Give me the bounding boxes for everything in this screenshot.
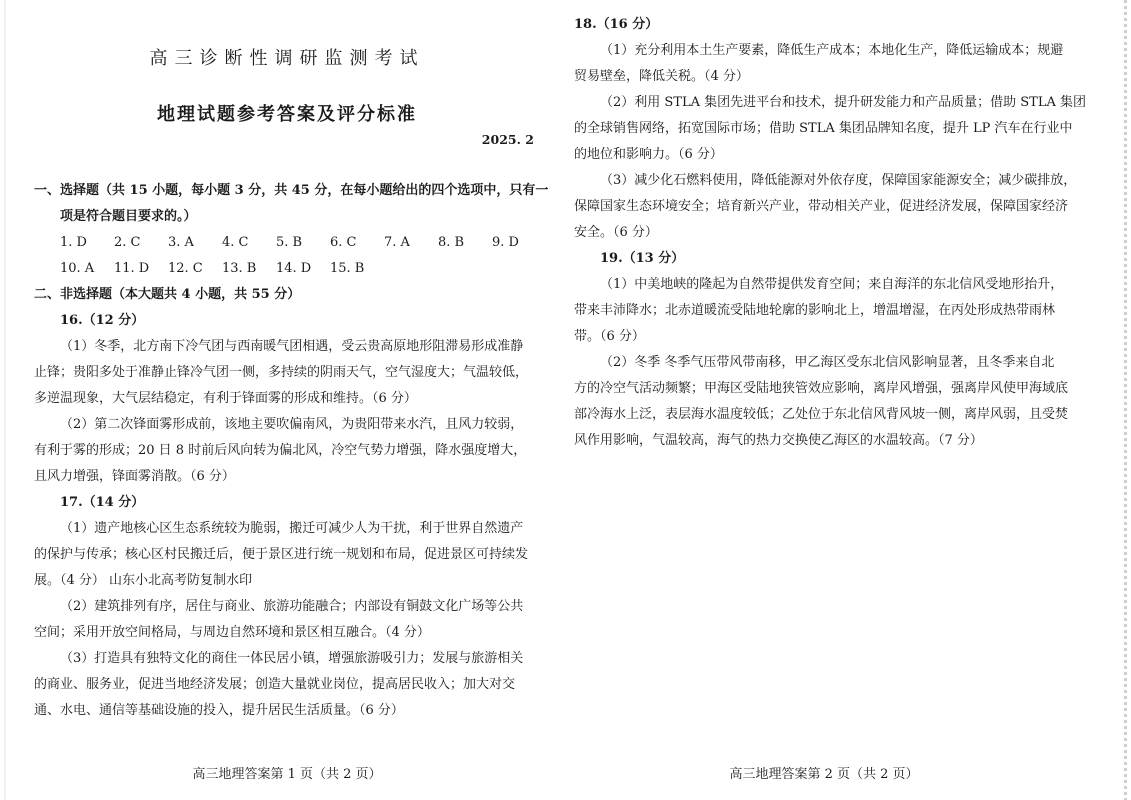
answer-item: 7. A	[384, 235, 410, 250]
q19-part1-line: （1）中美地峡的隆起为自然带提供发育空间；来自海洋的东北信风受地形抬升，	[600, 277, 1064, 292]
q18-part2-line: （2）利用 STLA 集团先进平台和技术，提升研发能力和产品质量；借助 STLA 集团	[600, 95, 1086, 110]
document-subtitle: 地理试题参考答案及评分标准	[157, 104, 417, 125]
answer-item: 10. A	[60, 261, 95, 276]
q18-heading: 18.（16 分）	[574, 17, 659, 32]
page-footer: 高三地理答案第 2 页（共 2 页）	[729, 767, 919, 782]
section1-heading: 一、选择题（共 15 小题，每小题 3 分，共 45 分，在每小题给出的四个选项中，只有一	[34, 183, 549, 198]
answer-item: 13. B	[222, 261, 257, 276]
q16-part2-line: 且风力增强，锋面雾消散。（6 分）	[34, 469, 235, 484]
page-2	[574, 0, 1086, 800]
q19-heading: 19.（13 分）	[600, 251, 685, 266]
q18-part3-line: （3）减少化石燃料使用，降低能源对外依存度，保障国家能源安全；减少碳排放，	[600, 173, 1077, 188]
answer-item: 6. C	[330, 235, 357, 250]
q18-part1-line: （1）充分利用本土生产要素，降低生产成本；本地化生产，降低运输成本；规避	[600, 43, 1064, 58]
q16-part1-line: 止锋；贵阳多处于准静止锋冷气团一侧，多持续的阴雨天气，空气湿度大；气温较低，	[34, 365, 529, 380]
q17-part3-line: （3）打造具有独特文化的商住一体民居小镇，增强旅游吸引力；发展与旅游相关	[60, 651, 524, 666]
q19-part1-line: 带来丰沛降水；北赤道暖流受陆地轮廓的影响北上，增温增湿，在丙处形成热带雨林	[574, 303, 1056, 318]
q18-part3-line: 安全。（6 分）	[574, 225, 658, 240]
q16-part1-line: （1）冬季，北方南下冷气团与西南暖气团相遇，受云贵高原地形阻滞易形成准静	[60, 339, 524, 354]
answer-item: 9. D	[492, 235, 519, 250]
answer-item: 8. B	[438, 235, 465, 250]
answer-item: 15. B	[330, 261, 365, 276]
q19-part1-line: 带。（6 分）	[574, 329, 645, 344]
q17-part3-line: 通、水电、通信等基础设施的投入，提升居民生活质量。（6 分）	[34, 703, 404, 718]
q18-part2-line: 的全球销售网络，拓宽国际市场；借助 STLA 集团品牌知名度，提升 LP 汽车在行业中	[574, 121, 1073, 136]
page-1	[34, 0, 549, 800]
q16-heading: 16.（12 分）	[60, 313, 145, 328]
answer-item: 3. A	[168, 235, 194, 250]
answer-item: 5. B	[276, 235, 303, 250]
q17-part1-line: （1）遗产地核心区生态系统较为脆弱，搬迁可减少人为干扰，利于世界自然遗产	[60, 521, 524, 536]
answer-item: 14. D	[276, 261, 312, 276]
section-multiple-choice	[34, 178, 549, 724]
q18-part3-line: 保障国家生态环境安全；培育新兴产业，带动相关产业，促进经济发展，保障国家经济	[574, 199, 1069, 214]
q17-part2-line: 空间；采用开放空间格局，与周边自然环境和景区相互融合。（4 分）	[34, 625, 430, 640]
answer-item: 11. D	[114, 261, 150, 276]
q19-part2-line: 方的冷空气活动频繁；甲海区受陆地狭管效应影响，离岸风增强，强离岸风使甲海域底	[574, 381, 1069, 396]
q16-part2-line: （2）第二次锋面雾形成前，该地主要吹偏南风，为贵阳带来水汽，且风力较弱，	[60, 417, 524, 432]
answer-item: 2. C	[114, 235, 141, 250]
q19-part2-line: 风作用影响，气温较高，海气的热力交换使乙海区的水温较高。（7 分）	[574, 433, 983, 448]
q16-part1-line: 多逆温现象，大气层结稳定，有利于锋面雾的形成和维持。（6 分）	[34, 391, 417, 406]
q16-part2-line: 有利于雾的形成；20 日 8 时前后风向转为偏北风，冷空气势力增强，降水强度增大，	[34, 443, 527, 458]
scan-edge-left	[4, 0, 6, 800]
exam-title: 高三诊断性调研监测考试	[149, 48, 425, 69]
q17-part1-line: 展。（4 分） 山东小北高考防复制水印	[34, 573, 253, 588]
q18-part2-line: 的地位和影响力。（6 分）	[574, 147, 723, 162]
answer-row-1	[34, 230, 546, 256]
q17-heading: 17.（14 分）	[60, 495, 145, 510]
section1-heading-cont: 项是符合题目要求的。）	[60, 209, 197, 224]
page-footer: 高三地理答案第 1 页（共 2 页）	[192, 767, 382, 782]
answers-continued	[574, 12, 1086, 454]
answer-item: 12. C	[168, 261, 203, 276]
scan-edge-right	[1124, 0, 1127, 800]
q17-part2-line: （2）建筑排列有序，居住与商业、旅游功能融合；内部设有铜鼓文化广场等公共	[60, 599, 524, 614]
q17-part3-line: 的商业、服务业，促进当地经济发展；创造大量就业岗位，提高居民收入；加大对交	[34, 677, 516, 692]
answer-item: 1. D	[60, 235, 87, 250]
q19-part2-line: （2）冬季 冬季气压带风带南移，甲乙海区受东北信风影响显著，且冬季来自北	[600, 355, 1055, 370]
q18-part1-line: 贸易壁垒，降低关税。（4 分）	[574, 69, 749, 84]
q19-part2-line: 部冷海水上泛，表层海水温度较低；乙处位于东北信风背风坡一侧，离岸风弱，且受焚	[574, 407, 1069, 422]
section2-heading: 二、非选择题（本大题共 4 小题，共 55 分）	[34, 287, 301, 302]
answer-item: 4. C	[222, 235, 249, 250]
exam-date: 2025. 2	[481, 132, 534, 147]
answer-row-2	[34, 256, 384, 282]
q17-part1-line: 的保护与传承；核心区村民搬迁后，便于景区进行统一规划和布局，促进景区可持续发	[34, 547, 529, 562]
